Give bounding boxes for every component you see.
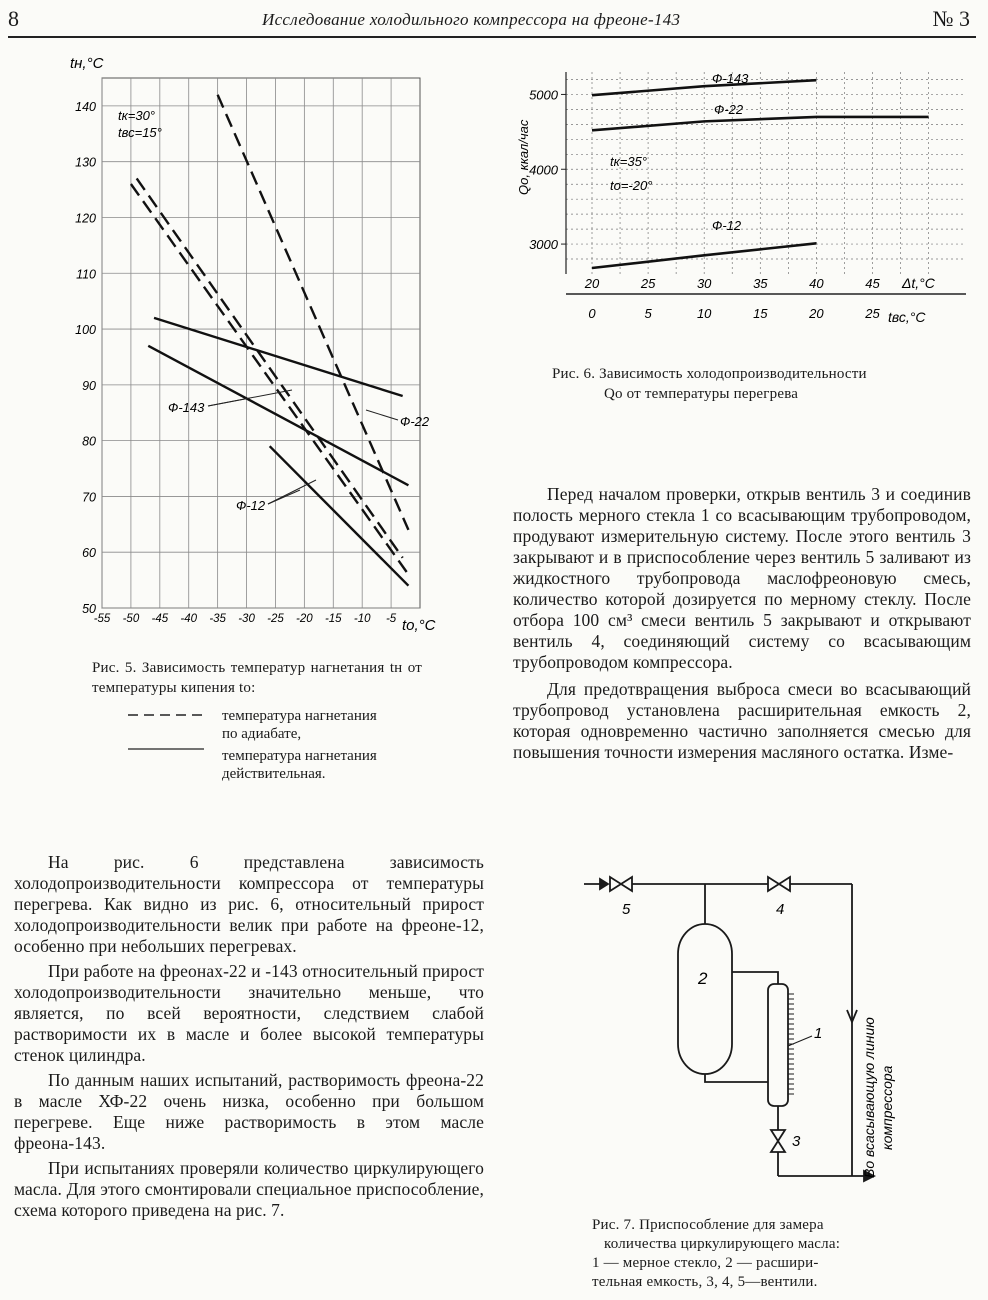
fig6-xtick-bottom-label: 25 [865,306,880,321]
fig5-label-f143: Ф-143 [168,400,205,415]
fig5-caption: Рис. 5. Зависимость температур нагнетания tн от температуры кипения tо: [92,660,422,696]
left-paragraph-2: При работе на фреонах-22 и -143 относительный прирост холодопроизводительности значительно меньше, что является, по всей вероятности, следствием слабой растворимости их в масле и более высокой температуры стенок цилиндра. [14,961,484,1065]
measuring-glass-1 [768,984,788,1106]
valve-3-icon [771,1130,785,1152]
fig5-cond-2: tвс=15° [118,125,162,140]
fig7-label-2: 2 [698,969,708,988]
fig6-cond-2: tо=-20° [610,178,653,193]
fig5-ytick-label: 140 [75,99,96,114]
fig5-ytick-label: 80 [82,434,96,449]
fig5-series-line [137,178,403,557]
valve-5-icon [610,877,632,891]
fig7-schematic [570,860,900,1200]
right-paragraph-2: Для предотвращения выброса смеси во всасывающий трубопровод установлена расширительная емкость 2, которая одновременно частично заполняется смесью для повышения точности измерения масляного остатка. Изме- [513,679,971,762]
fig5-xtick-label: -55 [93,613,111,625]
fig5-xtick-label: -25 [267,613,284,625]
fig5-grid [102,78,420,608]
fig5-ytick-label: 50 [82,602,96,616]
fig5-series-line [131,184,409,575]
fig5-xtick-label: -35 [209,613,226,625]
fig5-xtick-label: -15 [324,613,342,625]
fig6-xtick-top-label: 20 [584,276,600,291]
fig7-side-label-2: компрессора [879,1065,895,1150]
legend-dashed-text-2: по адиабате, [222,726,302,742]
vessel-to-glass-bottom [705,1074,768,1082]
fig6-label-f143: Ф-143 [712,71,749,86]
fig7-side-label-1: Во всасывающую линию [861,1017,877,1178]
fig6-caption-line2: Qо от температуры перегрева [604,386,799,402]
fig5-label-f12: Ф-12 [236,498,266,513]
fig6-xtick-top-label: 35 [753,276,768,291]
fig6-ytick-label: 5000 [529,87,558,103]
fig5-ytick-label: 60 [82,546,96,561]
label-1-leader [788,1036,812,1046]
page-number: 8 [8,6,19,31]
fig5-leader-f22 [366,410,398,420]
fig7-caption-2: количества циркулирующего масла: [604,1236,841,1252]
fig6-chart [500,50,970,340]
expansion-vessel-2 [678,924,732,1074]
fig7-label-1: 1 [814,1025,823,1042]
fig5-xtick-label: -40 [180,613,198,625]
fig5-series-line [154,318,403,396]
right-paragraph-1: Перед началом проверки, открыв вентиль 3 и соединив полость мерного стекла 1 со всасывающим трубопроводом, продувают измерительную систему. После этого вентиль 3 закрывают и в приспособление через вентиль 5 заливают из жидкостного трубопровода маслофреоновую смесь, количество которой дозируется по мерному стеклу. После отбора 100 см³ смеси вентиль 5 закрывают и открывают вентиль 4, соединяющий систему со всасывающим трубопроводом компрессора. [513,484,971,672]
fig5-xtick-label: -45 [151,613,169,625]
fig5-ytick-label: 130 [75,155,96,170]
vessel-to-glass-top [732,972,778,984]
fig6-ytick-label: 4000 [529,162,558,178]
legend-dashed-text-1: температура нагнетания [222,708,377,724]
fig5-xtick-label: -20 [296,613,313,625]
fig5-ytick-label: 110 [76,267,96,282]
fig6-xtick-top-label: 45 [865,276,880,291]
fig5-ytick-label: 120 [75,211,96,226]
fig5-xtick-label: -5 [385,613,397,625]
fig5-series-line [148,346,408,485]
issue-number: № 3 [932,6,970,31]
fig5-ytick-label: 70 [82,490,96,505]
fig5-label-f22: Ф-22 [400,414,430,429]
fig6-ylabel: Qо, ккал/час [516,119,531,195]
left-paragraph-4: При испытаниях проверяли количество циркулирующего масла. Для этого смонтировали специальное приспособление, схема которого приведена на рис. 7. [14,1158,484,1220]
fig7-label-3: 3 [792,1133,801,1150]
right-column-text [513,484,971,763]
left-paragraph-3: По данным наших испытаний, растворимость фреона-22 в масле ХФ-22 очень низка, особенно при большом перегреве. Еще ниже растворимость в этом масле фреона-143. [14,1070,484,1153]
fig5-ticks [75,100,397,625]
fig7-caption-3: 1 — мерное стекло, 2 — расшири- [592,1255,819,1271]
fig6-cond-1: tк=35° [610,154,648,169]
fig5-xtick-label: -10 [353,613,371,625]
header-rule [8,36,976,38]
fig5-ytick-label: 100 [75,323,96,338]
left-paragraph-1: На рис. 6 представлена зависимость холодопроизводительности компрессора от температуры перегрева. Как видно из рис. 6, относительный прирост холодопроизводительности велик при работе на фреоне-12, особенно при небольших перегревах. [14,852,484,956]
fig6-label-f12: Ф-12 [712,218,742,233]
fig5-xtick-label: -30 [238,613,255,625]
fig6-xtick-top-label: 30 [696,276,712,291]
legend-solid-text-1: температура нагнетания [222,748,377,764]
fig6-xlabel-top: Δt,°C [902,275,935,291]
running-title: Исследование холодильного компрессора на фреоне-143 [262,10,681,29]
fig5-ylabel: tн,°C [70,55,104,72]
fig5-lines [131,95,409,586]
valve-4-icon [768,877,790,891]
left-column-text [14,852,484,1221]
fig7-caption [592,1216,892,1292]
fig6-xtick-bottom-label: 20 [809,306,824,321]
fig6-ytick-label: 3000 [529,237,558,253]
inlet-arrow-head [600,879,608,889]
fig7-caption-4: тельная емкость, 3, 4, 5—вентили. [592,1274,818,1290]
fig5-cond-1: tк=30° [118,108,156,123]
fig5-leader-f143-b [208,390,292,406]
fig6-xtick-bottom-label: 5 [644,306,652,321]
fig6-xtick-bottom-label: 0 [588,306,596,321]
fig5-legend-lines [128,705,208,765]
fig5-ytick-label: 90 [82,378,96,393]
fig5-xtick-label: -50 [122,613,140,625]
fig6-xtick-top-label: 25 [640,276,656,291]
fig7-label-4: 4 [776,901,785,918]
fig6-xtick-bottom-label: 10 [696,306,712,321]
legend-solid-text-2: действительная. [222,766,326,782]
fig5-chart [60,50,460,640]
fig5-xlabel: tо,°C [402,617,436,634]
fig6-xlabel-bottom: tвс,°C [888,309,926,325]
fig6-xtick-bottom-label: 15 [753,306,768,321]
fig6-xtick-top-label: 40 [809,276,824,291]
fig6-caption-line1: Рис. 6. Зависимость холодопроизводительности [552,366,867,382]
fig5-series-line [270,446,409,585]
fig5-frame [102,78,420,608]
fig6-label-f22: Ф-22 [714,102,744,117]
fig7-caption-1: Рис. 7. Приспособление для замера [592,1217,824,1233]
fig7-label-5: 5 [622,901,631,918]
